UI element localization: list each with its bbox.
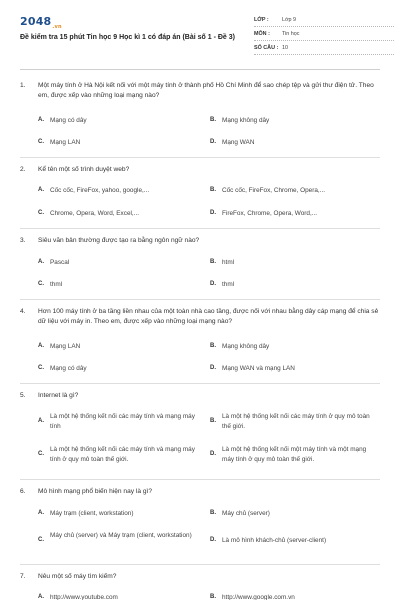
question-divider xyxy=(20,479,380,480)
question-number: 2. xyxy=(20,166,26,173)
option-letter: B. xyxy=(210,343,216,349)
question-body: Internet là gì? xyxy=(38,392,79,399)
logo-suffix: .vn xyxy=(52,24,62,31)
question-body: Siêu văn bản thường được tạo ra bằng ngôn ngữ nào? xyxy=(38,237,200,244)
meta-label: LỚP : xyxy=(254,17,269,23)
option-text: thml xyxy=(222,281,235,288)
option-text: Cốc cốc, FireFox, yahoo, google,... xyxy=(50,187,150,194)
option-text: FireFox, Chrome, Opera, Word,... xyxy=(222,210,318,217)
option-letter: A. xyxy=(38,343,44,349)
option-letter: B. xyxy=(210,510,216,516)
option-text: Mạng không dây xyxy=(222,343,270,350)
option-text: Là một hệ thống kết nối các máy tính và mạng máy tính xyxy=(50,413,195,430)
question-number: 5. xyxy=(20,392,26,399)
question-number: 6. xyxy=(20,488,26,495)
option-letter: A. xyxy=(38,117,44,123)
option-letter: C. xyxy=(38,537,44,543)
option-text: Cốc cốc, FireFox, Chrome, Opera,... xyxy=(222,187,325,194)
option-letter: C. xyxy=(38,139,44,145)
page-title: Đề kiểm tra 15 phút Tin học 9 Học kì 1 có đáp án (Bài số 1 - Đề 3) xyxy=(20,34,235,41)
option-letter: C. xyxy=(38,365,44,371)
meta-value: 10 xyxy=(282,45,288,51)
option-text: Mạng WAN và mạng LAN xyxy=(222,365,295,372)
option-letter: B. xyxy=(210,259,216,265)
question-body: Nêu một số máy tìm kiếm? xyxy=(38,573,117,580)
option-text: Mạng có dây xyxy=(50,365,87,372)
meta-label: MÔN : xyxy=(254,31,270,37)
option-letter: B. xyxy=(210,418,216,424)
question-divider xyxy=(20,299,380,300)
option-text: http://www.youtube.com xyxy=(50,594,118,600)
option-text: Là mô hình khách-chủ (server-client) xyxy=(222,537,327,544)
question-number: 3. xyxy=(20,237,26,244)
question-number: 1. xyxy=(20,82,26,89)
option-letter: D. xyxy=(210,139,216,145)
question-body: Một máy tính ở Hà Nội kết nối với một máy tính ở thành phố Hồ Chí Minh để sao chép tệp và gửi thư điện tử. Theo em, được xếp vào những loại mạng nào? xyxy=(38,82,374,99)
option-text: thml xyxy=(50,281,63,288)
option-letter: A. xyxy=(38,418,44,424)
question-body: Hơn 100 máy tính ở ba tầng liền nhau của một toàn nhà cao tầng, được nối với nhau bằng dây cáp mạng để chia sẻ dữ liệu với máy in. Theo em, được xếp vào những loại mạng nào? xyxy=(38,308,379,325)
option-text: http://www.google.com.vn xyxy=(222,594,295,600)
meta-row-class xyxy=(254,14,394,27)
option-letter: C. xyxy=(38,210,44,216)
option-text: Máy chủ (server) xyxy=(222,510,270,517)
option-letter: A. xyxy=(38,510,44,516)
option-text: Mạng LAN xyxy=(50,139,81,146)
meta-value: Tin học xyxy=(282,31,300,37)
question-body: Kể tên một số trình duyệt web? xyxy=(38,166,130,173)
question-number: 7. xyxy=(20,573,26,580)
question-body: Mô hình mạng phổ biến hiện nay là gì? xyxy=(38,488,153,495)
option-text: Mạng LAN xyxy=(50,343,81,350)
option-letter: D. xyxy=(210,281,216,287)
option-letter: A. xyxy=(38,594,44,600)
logo-text: 2048 xyxy=(20,15,52,28)
option-letter: D. xyxy=(210,537,216,543)
option-letter: B. xyxy=(210,187,216,193)
question-divider xyxy=(20,157,380,158)
option-text: Chrome, Opera, Word, Excel,... xyxy=(50,210,140,217)
option-letter: A. xyxy=(38,259,44,265)
question-divider xyxy=(20,383,380,384)
meta-value: Lớp 9 xyxy=(282,17,297,23)
meta-row-count xyxy=(254,42,394,55)
option-text: Là một hệ thống kết nối một máy tính và một mạng máy tính ở quy mô toàn thế giới. xyxy=(222,446,367,463)
exam-header xyxy=(20,12,380,62)
option-text: Là một hệ thống kết nối các máy tính và mạng máy tính ở quy mô toàn thế giới. xyxy=(50,446,195,463)
option-text: Mạng WAN xyxy=(222,139,255,146)
option-letter: A. xyxy=(38,187,44,193)
site-logo[interactable] xyxy=(20,15,62,30)
meta-label: SỐ CÂU : xyxy=(254,45,279,51)
option-text: Pascal xyxy=(50,259,70,266)
option-text: Máy trạm (client, workstation) xyxy=(50,510,134,517)
option-text: Mạng không dây xyxy=(222,117,270,124)
option-letter: C. xyxy=(38,451,44,457)
option-text: Máy chủ (server) và Máy trạm (client, workstation) xyxy=(50,532,192,539)
exam-meta xyxy=(254,14,394,56)
question-number: 4. xyxy=(20,308,26,315)
option-letter: D. xyxy=(210,365,216,371)
option-letter: B. xyxy=(210,594,216,600)
meta-row-subject xyxy=(254,28,394,41)
option-letter: B. xyxy=(210,117,216,123)
header-divider xyxy=(20,69,380,70)
question-divider xyxy=(20,228,380,229)
question-divider xyxy=(20,564,380,565)
option-letter: D. xyxy=(210,451,216,457)
option-text: Là một hệ thống kết nối các máy tính ở quy mô toàn thế giới. xyxy=(222,413,370,430)
option-letter: D. xyxy=(210,210,216,216)
option-text: Mạng có dây xyxy=(50,117,87,124)
option-text: html xyxy=(222,259,235,266)
option-letter: C. xyxy=(38,281,44,287)
